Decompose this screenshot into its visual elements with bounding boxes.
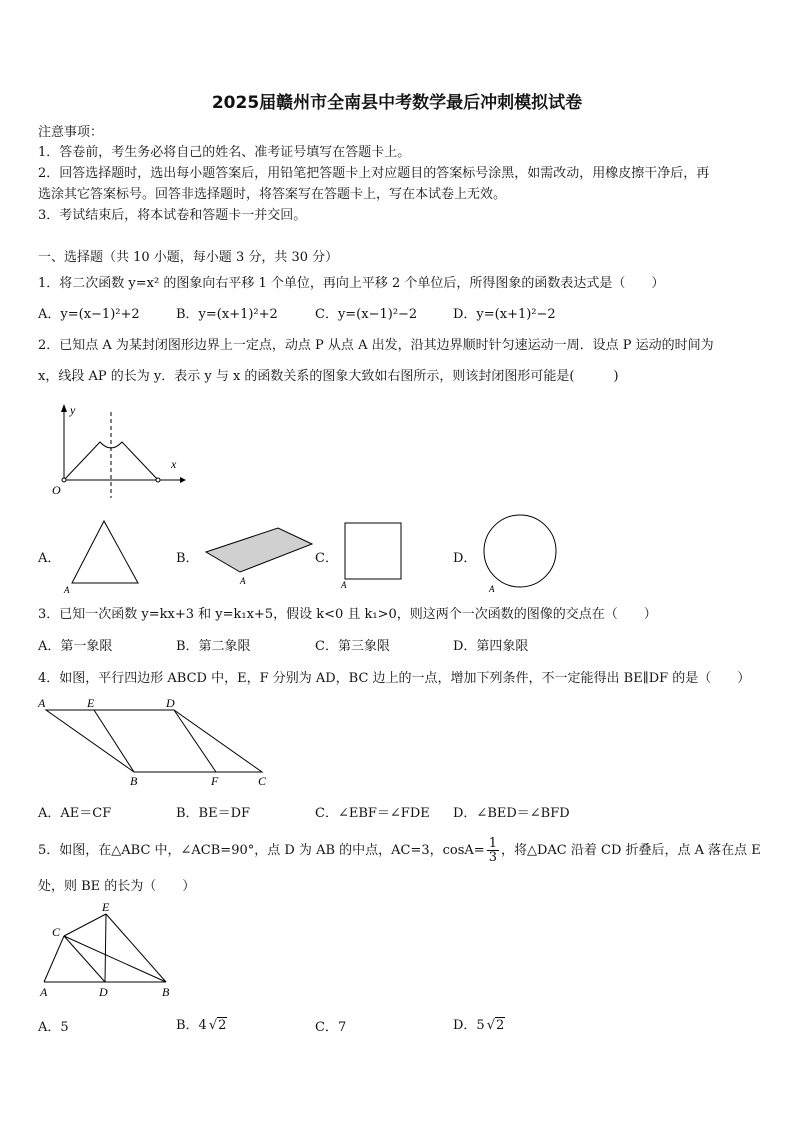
question-2-line-1: 2．已知点 A 为某封闭图形边界上一定点，动点 P 从点 A 出发，沿其边界顺时针匀速运动一周．设点 P 运动的时间为 [38,338,714,353]
option-b-coefficient: B．4 [176,1018,207,1033]
notice-item-3: 3．考试结束后，将本试卷和答题卡一并交回。 [38,208,307,223]
segment-be [94,710,134,772]
question-3-option-d: D．第四象限 [453,639,529,654]
graph-x-label: x [171,457,177,471]
question-5-option-a: A．5 [38,1020,69,1035]
x-axis-arrow-icon [180,477,186,483]
end-point [156,478,160,482]
question-3-stem: 3．已知一次函数 y=kx+3 和 y=k₁x+5，假设 k<0 且 k₁>0，则这两个一次函数的图像的交点在（ ） [38,607,657,622]
graph-origin-label: O [52,483,61,497]
fraction-numerator: 1 [488,836,497,851]
triangle-shape [72,521,138,583]
circle-shape [484,515,556,587]
question-5-option-c: C．7 [315,1020,347,1035]
sqrt-icon: √ [486,1018,495,1033]
triangle-fold-figure [36,898,178,1000]
segment-cb [64,936,166,982]
cos-fraction [487,837,499,864]
label-d: D [99,985,108,999]
question-5-stem-line-2: 处，则 BE 的长为（ ） [38,879,196,894]
square-figure [338,518,408,590]
label-c: C [52,925,61,939]
question-1-option-d: D．y=(x+1)²−2 [453,307,556,322]
label-b: B [162,985,170,999]
rhombus-shape [206,528,312,572]
square-shape [345,523,401,579]
option-d-radicand: 2 [496,1018,505,1033]
question-5-option-d [453,1014,505,1033]
notice-item-2-line-1: 2．回答选择题时，选出每小题答案后，用铅笔把答题卡上对应题目的答案标号涂黑，如需改动，用橡皮擦干净后，再 [38,166,710,181]
question-5-stem-pre: 5．如图，在△ABC 中，∠ACB=90°，点 D 为 AB 的中点，AC=3，cosA= [38,843,485,858]
question-1-option-b: B．y=(x+1)²+2 [176,307,278,322]
question-5-option-b [176,1014,227,1033]
parallelogram-abcd [46,710,262,772]
question-4-option-a: A．AE＝CF [38,806,112,821]
question-1-option-c: C．y=(x−1)²−2 [315,307,418,322]
rhombus-figure [200,522,320,588]
square-vertex-label: A [341,580,347,590]
graph-y-label: y [70,403,76,417]
sqrt-icon: √ [208,1018,218,1033]
label-a: A [40,985,48,999]
question-4-option-b: B．BE＝DF [176,806,251,821]
question-4-stem: 4．如图，平行四边形 ABCD 中，E，F 分别为 AD，BC 边上的一点，增加下列条件，不一定能得出 BE∥DF 的是（ ） [38,671,751,686]
circle-figure [478,512,564,594]
y-axis-arrow-icon [61,404,67,412]
triangle-figure [62,516,146,596]
option-d-coefficient: D．5 [453,1018,485,1033]
question-2-option-c: C． [315,551,338,566]
question-3-option-c: C．第三象限 [315,639,390,654]
question-2-option-b: B． [176,551,199,566]
triangle-vertex-label: A [64,585,70,595]
label-f: F [211,774,219,788]
label-c: C [258,774,267,788]
page-title: 2025届赣州市全南县中考数学最后冲刺模拟试卷 [211,93,583,113]
question-1-stem: 1．将二次函数 y=x² 的图象向右平移 1 个单位，再向上平移 2 个单位后，所得图象的函数表达式是（ ） [38,276,665,291]
option-b-radicand: 2 [218,1018,227,1033]
segment-cd [64,936,105,982]
label-b: B [130,774,138,788]
question-5-stem-line-1 [38,837,761,864]
notice-item-2-line-2: 选涂其它答案标号。回答非选择题时，将答案写在答题卡上，写在本试卷上无效。 [38,187,507,202]
question-2-option-a: A． [38,551,61,566]
segment-ed [105,914,106,982]
question-2-option-d: D． [453,551,477,566]
function-graph-figure [40,398,190,498]
label-e: E [102,900,110,914]
segment-ac [44,936,64,982]
segment-eb [106,914,166,982]
question-5-stem-post: ，将△DAC 沿着 CD 折叠后，点 A 落在点 E [500,843,761,858]
segment-df [174,710,216,772]
question-2-line-2: x，线段 AP 的长为 y．表示 y 与 x 的函数关系的图象大致如右图所示，则该封闭图形可能是( ) [38,369,619,384]
question-4-option-c: C．∠EBF＝∠FDE [315,806,430,821]
fraction-denominator: 3 [488,850,497,865]
section-heading: 一、选择题（共 10 小题，每小题 3 分，共 30 分） [38,250,339,265]
circle-vertex-label: A [489,584,495,594]
label-a: A [38,696,46,710]
question-3-option-b: B．第二象限 [176,639,251,654]
rhombus-vertex-label: A [240,576,246,586]
label-d: D [166,696,175,710]
parallelogram-figure [36,694,276,790]
question-1-option-a: A．y=(x−1)²+2 [38,307,140,322]
notice-heading: 注意事项： [38,125,104,140]
start-point [62,478,66,482]
question-4-option-d: D．∠BED＝∠BFD [453,806,570,821]
notice-item-1: 1．答卷前，考生务必将自己的姓名、准考证号填写在答题卡上。 [38,145,411,160]
label-e: E [87,696,95,710]
segment-ce [64,914,106,936]
question-3-option-a: A．第一象限 [38,639,113,654]
